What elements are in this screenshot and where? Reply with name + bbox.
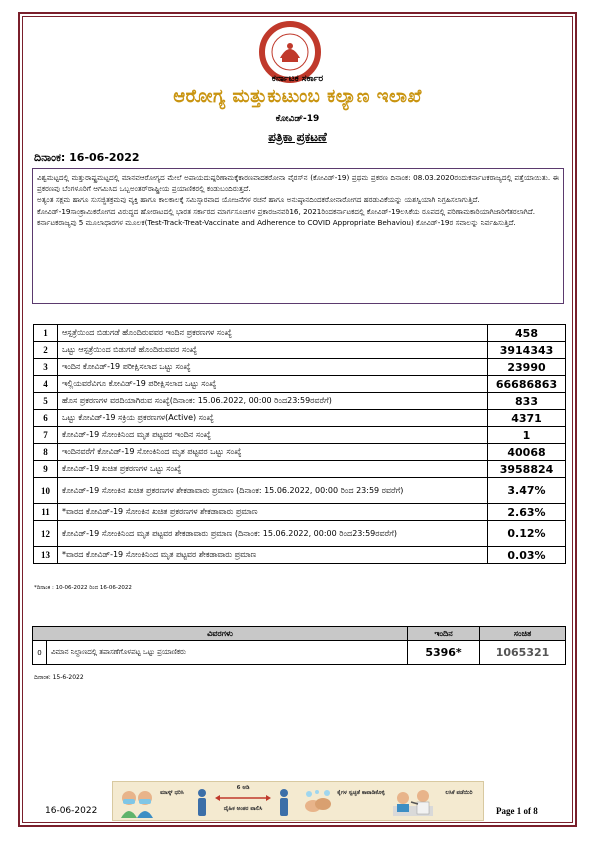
column-header-cumulative: ಸಂಚಿತ: [480, 627, 566, 641]
table-row: [34, 325, 566, 342]
table-row: [34, 393, 566, 410]
row-number: 4: [34, 376, 58, 393]
person-icon: [275, 788, 293, 818]
row-label: ಇಲ್ಲಿಯವರೆವಿಗೂ ಕೋವಿಡ್-19 ಪರೀಕ್ಷಿಸಲಾದ ಒಟ್ಟು ಸಂಖ್ಯೆ: [58, 376, 488, 393]
row-number: 6: [34, 410, 58, 427]
row-label: *ವಾರದ ಕೋವಿಡ್-19 ಸೋಂಕಿನಿಂದ ಮೃತ ಪಟ್ಟವರ ಶೇಕಡಾವಾರು ಪ್ರಮಾಣ: [58, 547, 488, 564]
hand-hygiene-label: ಕೈಗಳ ಸ್ವಚ್ಛತೆ ಕಾಪಾಡಿಕೊಳ್ಳಿ: [337, 790, 385, 796]
row-number: 5: [34, 393, 58, 410]
intro-paragraph: ಕೋವಿಡ್-19ಸಾಂಕ್ರಾಮಿಕರೋಗದ ವಿರುದ್ಧದ ಹೋರಾಟದಲ್ಲಿ ಭಾರತ ಸರ್ಕಾರದ ಮಾರ್ಗಸೂಚಿಗಳ ಪ್ರಕಾರಜನವರಿ16, 2021ರಿಂದಕರ್ನಾಟಕದಲ್ಲಿ ಕೋವಿಡ್-19ಲಸಿಕೆಯ ರೂಪದಲ್ಲಿ ಪರಿಣಾಮಕಾರಿಯಾಗಿಜಾರಿಗೆತರಲಾಗಿದೆ.: [37, 206, 536, 216]
stats-table: [33, 324, 566, 564]
row-number: 0: [33, 641, 47, 665]
row-value: 3958824: [488, 461, 566, 478]
table-row: [34, 376, 566, 393]
row-value: 2.63%: [488, 504, 566, 521]
row-label: ಕೋವಿಡ್-19 ಸೋಂಕಿನಿಂದ ಮೃತ ಪಟ್ಟವರ ಶೇಕಡಾವಾರು ಪ್ರಮಾಣ (ದಿನಾಂಕ: 15.06.2022, 00:00 ರಿಂದ23:59ರವರೆಗೆ): [58, 521, 488, 547]
row-number: 7: [34, 427, 58, 444]
intro-paragraph: ವಿಶ್ವಮಟ್ಟದಲ್ಲಿ ಮತ್ತುರಾಷ್ಟ್ರಮಟ್ಟದಲ್ಲಿ ಮಾನವಆರೋಗ್ಯದ ಮೇಲೆ ಅಪಾಯದುಷ್ಪರಿಣಾಮಕ್ಕೆಕಾರಣವಾದಕರೋನಾ ವೈರಸ್‌ನ (ಕೋವಿಡ್-19) ಪ್ರಥಮ ಪ್ರಕರಣ ದಿನಾಂಕ: 08.03.2020ರಂದುಕರ್ನಾಟಕರಾಜ್ಯದಲ್ಲಿ ಪತ್ತೆಯಾಯಿತು. ಈ ಪ್ರಕರಣವು ಬೆಂಗಳೂರಿಗೆ ಆಗಮಿಸಿದ ಒಬ್ಬಅಂತರ್‌ರಾಷ್ಟ್ರೀಯ ಪ್ರಯಾಣಿಕರಲ್ಲಿ ಕಂಡುಬಂದಿರುತ್ತದೆ.: [37, 173, 559, 194]
table-row: [34, 521, 566, 547]
column-header-details: ವಿವರಗಳು: [33, 627, 408, 641]
row-number: 12: [34, 521, 58, 547]
vaccination-icon: [391, 786, 435, 818]
row-value: 3914343: [488, 342, 566, 359]
distance-label: ದೈಹಿಕ ಅಂತರ ಪಾಲಿಸಿ: [223, 806, 263, 812]
row-value: 66686863: [488, 376, 566, 393]
row-label: ಇಂದಿನವರೆಗೆ ಕೋವಿಡ್-19 ಸೋಂಕಿನಿಂದ ಮೃತ ಪಟ್ಟವರ ಒಟ್ಟು ಸಂಖ್ಯೆ: [58, 444, 488, 461]
row-label: ಒಟ್ಟು ಕೋವಿಡ್-19 ಸಕ್ರಿಯ ಪ್ರಕರಣಗಳ(Active) ಸಂಖ್ಯೆ: [58, 410, 488, 427]
table-row: [34, 342, 566, 359]
footer-date: 16-06-2022: [45, 806, 98, 816]
row-label: ವಿಮಾನ ನಿಲ್ದಾಣದಲ್ಲಿ ತಪಾಸಣೆಗೊಳಪಟ್ಟ ಒಟ್ಟು ಪ್ರಯಾಣಿಕರು: [47, 641, 408, 665]
column-header-today: ಇಂದಿನ: [408, 627, 480, 641]
covid-appropriate-behaviour-banner: [112, 781, 484, 821]
row-number: 1: [34, 325, 58, 342]
row-number: 8: [34, 444, 58, 461]
release-date: ದಿನಾಂಕ: 16-06-2022: [34, 151, 140, 164]
handwash-icon: [301, 786, 335, 818]
row-value: 40068: [488, 444, 566, 461]
distance-arrow-icon: [215, 794, 271, 802]
table-row: [34, 359, 566, 376]
row-label: ಕೋವಿಡ್-19 ಸೋಂಕಿನಿಂದ ಮೃತ ಪಟ್ಟವರ ಇಂದಿನ ಸಂಖ್ಯೆ: [58, 427, 488, 444]
mask-people-icon: [117, 786, 157, 818]
vaccine-label: ಲಸಿಕೆ ಪಡೆಯಿರಿ: [445, 790, 473, 796]
government-name: ಕರ್ನಾಟಕ ಸರ್ಕಾರ: [271, 74, 324, 84]
row-cumulative: 1065321: [480, 641, 566, 665]
row-value: 4371: [488, 410, 566, 427]
intro-box: [32, 168, 564, 304]
page-number: Page 1 of 8: [496, 806, 538, 816]
summary-footnote: ದಿನಾಂಕ: 15-6-2022: [34, 674, 84, 681]
row-value: 0.12%: [488, 521, 566, 547]
table-row: [34, 478, 566, 504]
table-header-row: [33, 627, 566, 641]
row-number: 3: [34, 359, 58, 376]
row-value: 458: [488, 325, 566, 342]
distance-value: 6 ಅಡಿ: [236, 785, 250, 791]
row-number: 13: [34, 547, 58, 564]
row-label: ಹೊಸ ಪ್ರಕರಣಗಳ ವರದಿಯಾಗಿರುವ ಸಂಖ್ಯೆ(ದಿನಾಂಕ: 15.06.2022, 00:00 ರಿಂದ23:59ರವರೆಗೆ): [58, 393, 488, 410]
row-value: 833: [488, 393, 566, 410]
row-number: 9: [34, 461, 58, 478]
row-value: 1: [488, 427, 566, 444]
table-row: [34, 547, 566, 564]
row-number: 2: [34, 342, 58, 359]
row-value: 3.47%: [488, 478, 566, 504]
row-today: 5396*: [408, 641, 480, 665]
row-label: ಇಂದಿನ ಕೋವಿಡ್-19 ಪರೀಕ್ಷಿಸಲಾದ ಒಟ್ಟು ಸಂಖ್ಯೆ: [58, 359, 488, 376]
department-title: ಆರೋಗ್ಯ ಮತ್ತುಕುಟುಂಬ ಕಲ್ಯಾಣ ಇಲಾಖೆ: [173, 86, 422, 107]
table-row: [34, 504, 566, 521]
row-label: ಒಟ್ಟು ಆಸ್ಪತ್ರೆಯಿಂದ ಬಿಡುಗಡೆ ಹೊಂದಿರುವವರ ಸಂಖ್ಯೆ: [58, 342, 488, 359]
row-label: *ವಾರದ ಕೋವಿಡ್-19 ಸೋಂಕಿನ ಖಚಿತ ಪ್ರಕರಣಗಳ ಶೇಕಡಾವಾರು ಪ್ರಮಾಣ: [58, 504, 488, 521]
subject-title: ಕೋವಿಡ್-19: [275, 114, 320, 124]
table-row: [34, 410, 566, 427]
table-row: [34, 444, 566, 461]
mask-label: ಮಾಸ್ಕ್ ಧರಿಸಿ: [160, 790, 184, 796]
table-row: [34, 427, 566, 444]
intro-paragraph: ಕರ್ನಾಟಕರಾಜ್ಯವು 5 ಮೂಲಾಧಾರಗಳ ಮೂಲಕ(Test-Track-Treat-Vaccinate and Adherence to COVID Appropriate Behaviou) ಕೋವಿಡ್-19ರ ಸವಾಲನ್ನು ನಿರ್ವಹಿಸುತ್ತಿದೆ.: [37, 217, 516, 227]
row-label: ಆಸ್ಪತ್ರೆಯಿಂದ ಬಿಡುಗಡೆ ಹೊಂದಿರುವವರ ಇಂದಿನ ಪ್ರಕರಣಗಳ ಸಂಖ್ಯೆ: [58, 325, 488, 342]
airport-summary-table: [32, 626, 566, 665]
row-value: 0.03%: [488, 547, 566, 564]
stats-footnote: *ದಿನಾಂಕ : 10-06-2022 ರಿಂದ 16-06-2022: [34, 585, 132, 591]
row-number: 11: [34, 504, 58, 521]
row-number: 10: [34, 478, 58, 504]
intro-paragraph: ಅತ್ಯಂತ ಸಕ್ಷಮ ಹಾಗೂ ಸುಸಜ್ಜಿತಕ್ರಮವು ವ್ಯಕ್ತಿ ಹಾಗೂ ಕಾಲಕಾಲಕ್ಕೆ ಸಮಿಸ್ಸಾರವಾದ ಯೋಜನೆಗಳ ರಚನೆ ಹಾಗೂ ಅನುಷ್ಠಾನದಿಂದಕರೋನಾರೋಗದ ಹರಡುವಿಕೆಯನ್ನು ಯಶಸ್ವಿಯಾಗಿ ನಿಗ್ರಹಿಸಲಾಗುತ್ತಿದೆ.: [37, 195, 480, 205]
press-release-title: ಪತ್ರಿಕಾ ಪ್ರಕಟಣೆ: [268, 130, 327, 144]
table-row: [34, 461, 566, 478]
row-label: ಕೋವಿಡ್-19 ಖಚಿತ ಪ್ರಕರಣಗಳ ಒಟ್ಟು ಸಂಖ್ಯೆ: [58, 461, 488, 478]
table-row: [33, 641, 566, 665]
row-value: 23990: [488, 359, 566, 376]
row-label: ಕೋವಿಡ್-19 ಸೋಂಕಿನ ಖಚಿತ ಪ್ರಕರಣಗಳ ಶೇಕಡಾವಾರು ಪ್ರಮಾಣ (ದಿನಾಂಕ: 15.06.2022, 00:00 ರಿಂದ 23:59 ರವರೆಗೆ): [58, 478, 488, 504]
person-icon: [193, 788, 211, 818]
